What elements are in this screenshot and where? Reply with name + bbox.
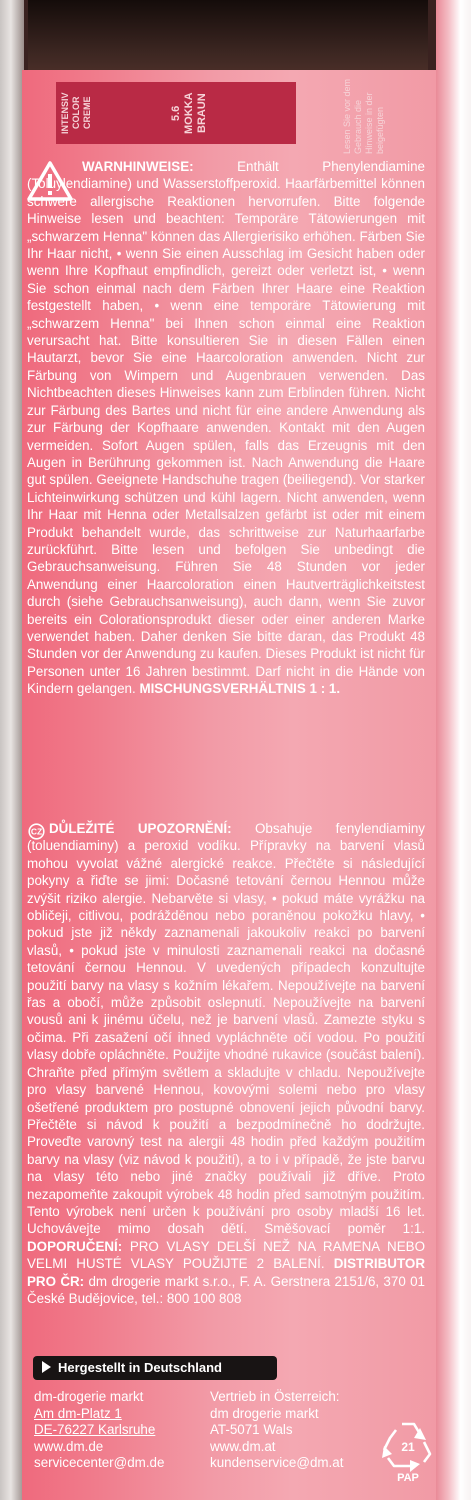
band-text: CREME	[82, 96, 92, 130]
website-link[interactable]: www.dm.de	[34, 1438, 104, 1454]
band-side-text: Lesen Sie vor dem Gebrauch die Hinweise in der beigefügten	[342, 78, 385, 154]
product-line-label	[60, 82, 120, 144]
play-arrow-icon	[42, 1361, 51, 1373]
website-link[interactable]: www.dm.at	[210, 1438, 276, 1454]
email-link[interactable]: kundenservice@dm.at	[210, 1455, 344, 1471]
band-text: 5.6	[170, 105, 182, 121]
address-line: DE-76227 Karlsruhe	[34, 1422, 156, 1438]
czech-warning-title: DŮLEŽITÉ UPOZORNĚNÍ:	[49, 821, 232, 836]
distributor-label: DISTRIBUTOR PRO ČR:	[27, 1256, 425, 1289]
email-link[interactable]: servicecenter@dm.de	[34, 1455, 165, 1471]
recommendation-label: DOPORUČENÍ:	[27, 1238, 123, 1254]
address-austria	[210, 1389, 343, 1472]
mixing-ratio: MISCHUNGSVERHÄLTNIS 1 : 1.	[139, 681, 341, 697]
address-germany	[34, 1389, 164, 1472]
band-text: MOKKA	[183, 92, 195, 134]
address-line: dm-drogerie markt	[34, 1389, 144, 1404]
german-warning-title: WARNHINWEISE:	[82, 159, 194, 174]
address-line: Vertrieb in Österreich:	[210, 1389, 340, 1404]
address-line: Am dm-Platz 1	[34, 1405, 122, 1421]
cz-badge-text: CZ	[30, 826, 43, 837]
shade-label	[170, 82, 230, 144]
made-in-germany-badge	[33, 1356, 277, 1380]
distributor-text: dm drogerie markt s.r.o., F. A. Gerstnera 2151/6, 370 01 České Budějovice, tel.: 800 100 808	[27, 1273, 425, 1306]
recommendation-text: PRO VLASY DELŠÍ NEŽ NA RAMENA NEBO VELMI HUSTÉ VLASY POUŽIJTE 2 BALENÍ.	[27, 1238, 425, 1272]
czech-warning-body: Obsahuje fenylendiaminy (toluendiaminy) a peroxid vodíku. Přípravky na barvení vlasů mohou vyvolat vážné alergické reakce. Přečtěte si následující pokyny a řiďte se jimi: Dočasné tetování černou Hennou může zvýšit riziko alergie. Nebarvěte si vlasy, • pokud máte vyrážku na obličeji, citlivou, podrážděnou nebo poraněnou pokožku hlavy, • pokud jste již někdy zaznamenali jakoukoliv reakci po barvení vlasů, • pokud jste v minulosti zaznamenali reakci na dočasné tetování černou Hennou. V uvedených případech konzultujte použití barvy na vlasy s kožním lékařem. Nepoužívejte na barvení řas a obočí, může způsobit oslepnutí. Nepoužívejte na barvení vousů ani k jinému účelu, než je barvení vlasů. Zamezte styku s očima. Při zasažení očí ihned vypláchněte očí vodou. Po použití vlasy dobře opláchněte. Použijte vhodné rukavice (součást balení). Chraňte před přímým světlem a skladujte v chladu. Nepoužívejte pro vlasy barvené Hennou, kovovými solemi nebo pro vlasy ošetřené produktem pro postupné obnovení jejich původní barvy. Přečtěte si návod k použití a bezpodmínečně ho dodržujte. Proveďte varovný test na alergii 48 hodin před každým použitím barvy na vlasy (viz návod k použití), a to i v případě, že jste barvu na vlasy této nebo jiné značky používali již dříve. Proto nezapomeňte zakoupit výrobek 48 hodin před samotným použitím. Tento výrobek není určen k používání pro osoby mladší 16 let. Uchovávejte mimo dosah dětí. Směšovací poměr 1:1.	[27, 821, 425, 1237]
address-line: AT-5071 Wals	[210, 1422, 293, 1438]
band-side-note	[342, 76, 434, 154]
recycling-symbol-icon	[372, 1418, 444, 1484]
box-left-edge	[0, 0, 24, 1500]
made-in-text: Hergestellt in Deutschland	[58, 1360, 222, 1375]
band-text: COLOR	[71, 96, 81, 130]
address-line: dm drogerie markt	[210, 1405, 319, 1421]
hair-photo-strip	[28, 0, 428, 72]
german-warning-body: Enthält Phenylendiamine (Toluylendiamine) und Wasserstoffperoxid. Haarfärbemittel können schwere allergische Reaktionen hervorrufen. Bitte folgende Hinweise lesen und beachten: Temporäre Tätowierungen mit „schwarzem Henna" können das Allergierisiko erhöhen. Färben Sie Ihr Haar nicht, • wenn Sie einen Ausschlag im Gesicht haben oder wenn Ihre Kopfhaut empfindlich, gereizt oder verletzt ist, • wenn Sie schon einmal nach dem Färben Ihrer Haare eine Reaktion festgestellt haben, • wenn eine temporäre Tätowierung mit „schwarzem Henna" bei Ihnen schon einmal eine Reaktion verursacht hat. Bitte konsultieren Sie in diesen Fällen einen Hautarzt, bevor Sie eine Haarcoloration anwenden. Nicht zur Färbung von Wimpern und Augenbrauen verwenden. Das Nichtbeachten dieses Hinweises kann zum Erblinden führen. Nicht zur Färbung des Bartes und nicht für eine andere Anwendung als zur Färbung der Kopfhaare anwenden. Kontakt mit den Augen vermeiden. Sofort Augen spülen, falls das Erzeugnis mit den Augen in Berührung gekommen ist. Nach Anwendung die Haare gut spülen. Geeignete Handschuhe tragen (beiliegend). Vor starker Lichteinwirkung schützen und kühl lagern. Nicht anwenden, wenn Ihr Haar mit Henna oder Metallsalzen gefärbt ist oder mit einem Produkt behandelt wurde, das schrittweise zur Naturhaarfarbe zurückführt. Bitte lesen und befolgen Sie unbedingt die Gebrauchsanweisung. Führen Sie 48 Stunden vor jeder Anwendung einer Haarcoloration einen Hautverträglichkeitstest durch (siehe Gebrauchsanweisung), auch dann, wenn Sie zuvor bereits ein Colorationsprodukt dieser oder einer anderen Marke verwendet haben. Daher denken Sie bitte daran, das Produkt 48 Stunden vor der Anwendung zu kaufen. Dieses Produkt ist nicht für Personen unter 16 Jahren bestimmt. Darf nicht in die Hände von Kindern gelangen.	[27, 159, 425, 697]
band-text: INTENSIV	[60, 92, 70, 134]
recycling-code: PAP	[397, 1472, 419, 1484]
german-warning-text	[27, 158, 425, 698]
recycling-number: 21	[401, 1440, 415, 1454]
band-text: BRAUN	[196, 93, 208, 133]
box-right-edge	[436, 0, 471, 1500]
czech-warning-text	[27, 820, 425, 1307]
